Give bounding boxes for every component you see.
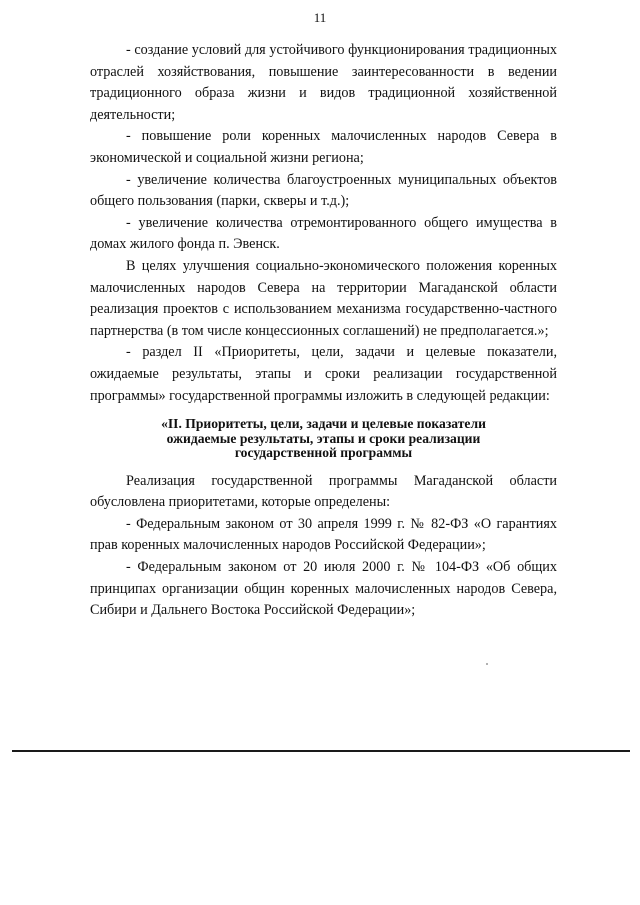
section-heading-line: «II. Приоритеты, цели, задачи и целевые показатели [161,416,486,432]
document-body [90,40,557,622]
paragraph: - увеличение количества отремонтированного общего имущества в домах жилого фонда п. Эвенск. [90,214,557,253]
scan-speck [486,663,488,665]
paragraph: - увеличение количества благоустроенных муниципальных объектов общего пользования (парки, скверы и т.д.); [90,171,557,210]
section-heading-line: государственной программы [234,445,413,461]
paragraph: В целях улучшения социально-экономического положения коренных малочисленных народов Севера на территории Магаданской области реализация проектов с использованием механизма государственно-частного партнерства (в том числе концессионных соглашений) не предполагается.»; [90,257,557,339]
paragraph: - повышение роли коренных малочисленных народов Севера в экономической и социальной жизни региона; [90,128,557,166]
section-heading-line: ожидаемые результаты, этапы и сроки реализации [166,430,481,446]
paragraph: - Федеральным законом от 20 июля 2000 г. № 104-ФЗ «Об общих принципах организации общин коренных малочисленных народов Севера, Сибири и Дальнего Востока Российской Федерации»; [90,558,557,619]
horizontal-rule [12,750,630,752]
paragraph: - создание условий для устойчивого функционирования традиционных отраслей хозяйствования, повышение заинтересованности в ведении традиционного образа жизни и видов традиционной хозяйственной деятельности; [90,42,557,123]
page-number: 11 [313,10,327,25]
paragraph: - Федеральным законом от 30 апреля 1999 г. № 82-ФЗ «О гарантиях прав коренных малочисленных народов Российской Федерации»; [90,515,557,554]
paragraph: Реализация государственной программы Магаданской области обусловлена приоритетами, которые определены: [90,472,557,511]
section-heading [90,417,557,461]
paragraph: - раздел II «Приоритеты, цели, задачи и целевые показатели, ожидаемые результаты, этапы и сроки реализации государственной программы» государственной программы изложить в следующей редакции: [90,344,557,404]
